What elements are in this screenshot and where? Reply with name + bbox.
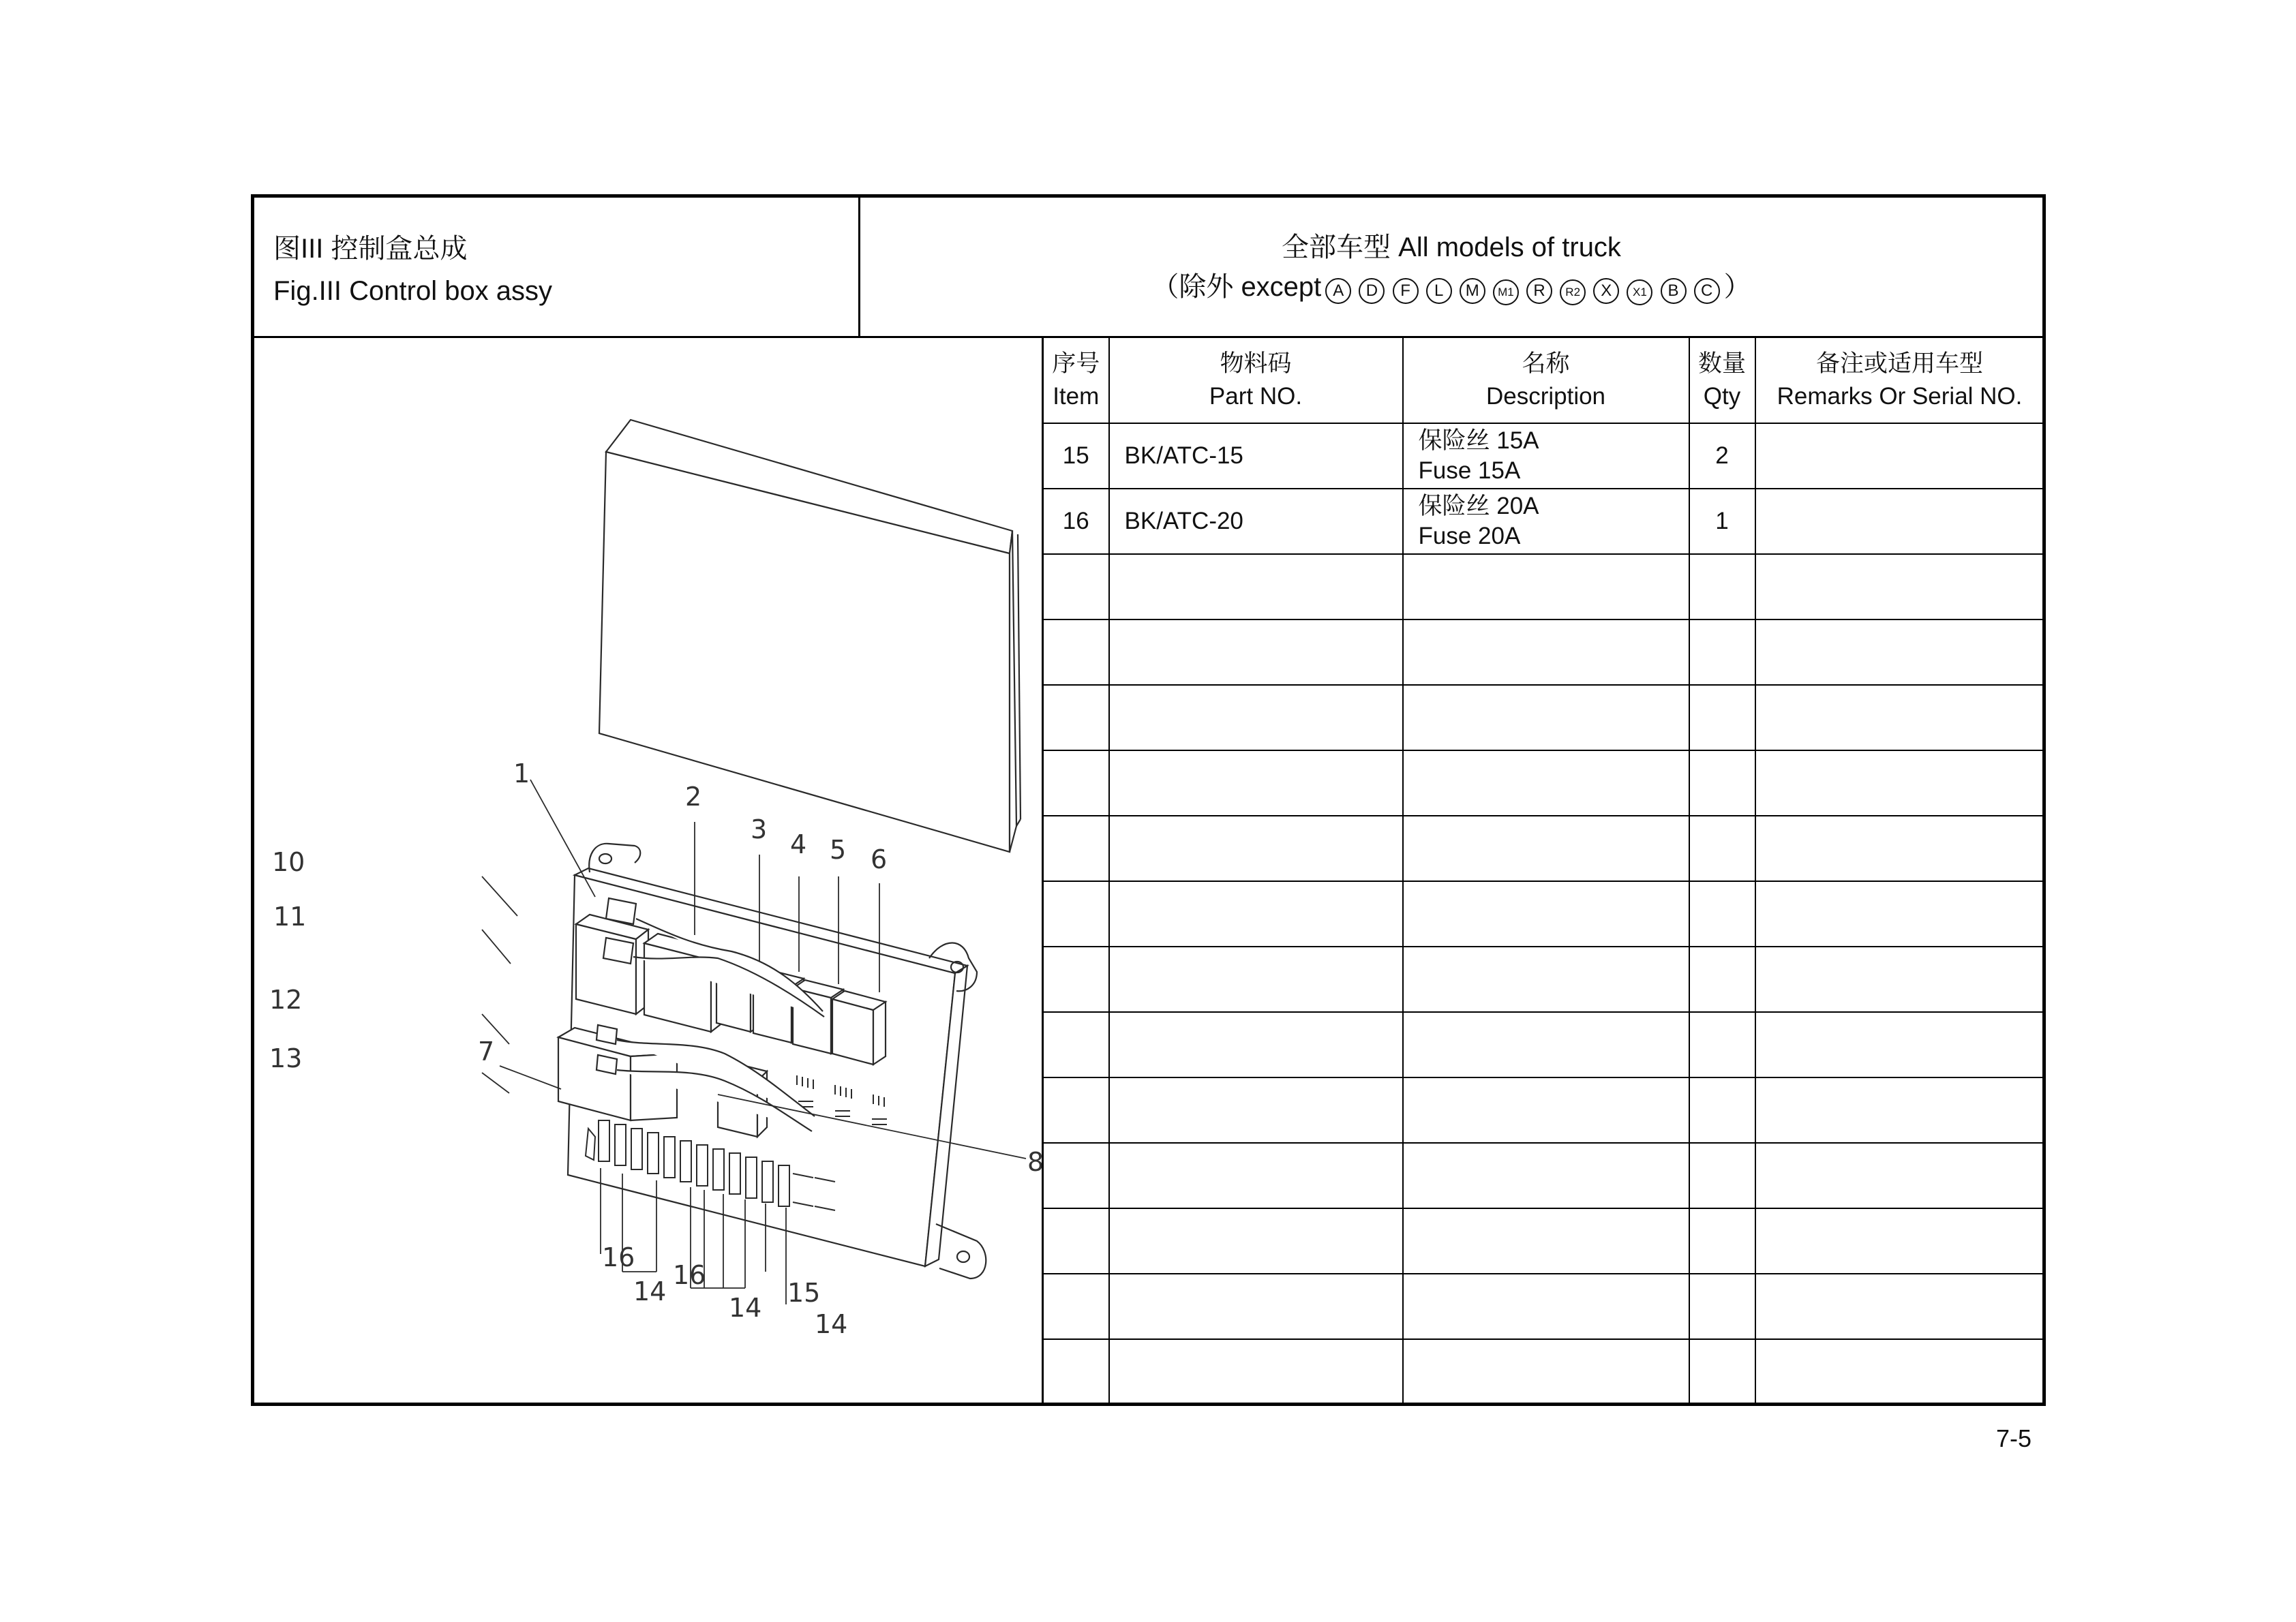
model-code-badge: X1 — [1627, 279, 1652, 305]
table-row — [1043, 423, 2044, 489]
callout-5: 5 — [830, 835, 847, 865]
table-row — [1043, 489, 2044, 554]
empty-cell — [1755, 619, 2044, 685]
empty-cell — [1043, 685, 1109, 750]
relay-6 — [832, 991, 886, 1065]
empty-cell — [1755, 1339, 2044, 1404]
empty-cell — [1109, 816, 1403, 881]
callout-14a: 14 — [633, 1276, 667, 1306]
figure-title-cn: 图III 控制盒总成 — [273, 234, 468, 264]
table-row-empty — [1043, 816, 2044, 881]
empty-cell — [1689, 554, 1755, 619]
empty-cell — [1043, 750, 1109, 816]
empty-cell — [1689, 947, 1755, 1012]
model-code-badge: C — [1694, 278, 1720, 304]
model-code-badge: D — [1359, 278, 1385, 304]
models-line: 全部车型 All models of truck — [1282, 232, 1621, 262]
callout-11: 11 — [273, 902, 307, 932]
empty-cell — [1755, 554, 2044, 619]
empty-cell — [1109, 685, 1403, 750]
header-remarks: 备注或适用车型 Remarks Or Serial NO. — [1755, 338, 2044, 423]
header-qty: 数量 Qty — [1689, 338, 1755, 423]
empty-cell — [1689, 1208, 1755, 1274]
callout-15: 15 — [787, 1278, 821, 1308]
empty-cell — [1689, 1143, 1755, 1208]
table-row-empty — [1043, 1077, 2044, 1143]
table-row-empty — [1043, 947, 2044, 1012]
empty-cell — [1043, 881, 1109, 947]
empty-cell — [1755, 1274, 2044, 1339]
callout-14c: 14 — [815, 1309, 848, 1339]
empty-cell — [1403, 881, 1689, 947]
cell-item: 16 — [1043, 489, 1109, 554]
empty-cell — [1043, 1339, 1109, 1404]
model-code-badge: R2 — [1560, 279, 1586, 305]
cell-description: 保险丝 15A Fuse 15A — [1403, 423, 1689, 489]
callout-7: 7 — [478, 1037, 495, 1067]
cell-item: 15 — [1043, 423, 1109, 489]
table-row-empty — [1043, 1339, 2044, 1404]
header-item: 序号 Item — [1043, 338, 1109, 423]
empty-cell — [1689, 1274, 1755, 1339]
figure-title — [273, 228, 552, 312]
empty-cell — [1043, 1143, 1109, 1208]
except-open: （除外 except — [1151, 272, 1322, 302]
empty-cell — [1755, 816, 2044, 881]
table-row-empty — [1043, 1143, 2044, 1208]
table-row-empty — [1043, 685, 2044, 750]
empty-cell — [1109, 554, 1403, 619]
except-close: ） — [1723, 272, 1751, 302]
table-header-row — [1043, 338, 2044, 423]
empty-cell — [1755, 1208, 2044, 1274]
table-row-empty — [1043, 881, 2044, 947]
header-description: 名称 Description — [1403, 338, 1689, 423]
empty-cell — [1689, 619, 1755, 685]
empty-cell — [1403, 1012, 1689, 1077]
empty-cell — [1403, 1077, 1689, 1143]
model-code-badge: M1 — [1493, 279, 1519, 305]
cell-remarks — [1755, 423, 2044, 489]
cell-qty: 1 — [1689, 489, 1755, 554]
empty-cell — [1689, 881, 1755, 947]
table-row-empty — [1043, 750, 2044, 816]
empty-cell — [1043, 554, 1109, 619]
excluded-model-codes — [1325, 267, 1719, 307]
empty-cell — [1109, 1274, 1403, 1339]
empty-cell — [1403, 1339, 1689, 1404]
empty-cell — [1403, 750, 1689, 816]
empty-cell — [1043, 1012, 1109, 1077]
empty-cell — [1755, 1077, 2044, 1143]
empty-cell — [1109, 1339, 1403, 1404]
empty-cell — [1403, 1208, 1689, 1274]
model-code-badge: L — [1426, 278, 1452, 304]
empty-cell — [1755, 750, 2044, 816]
empty-cell — [1403, 816, 1689, 881]
empty-cell — [1109, 619, 1403, 685]
parts-table — [1042, 338, 2044, 1404]
table-row-empty — [1043, 1012, 2044, 1077]
empty-cell — [1109, 881, 1403, 947]
empty-cell — [1109, 1143, 1403, 1208]
empty-cell — [1403, 554, 1689, 619]
empty-cell — [1403, 947, 1689, 1012]
callout-12: 12 — [269, 985, 303, 1015]
control-box-drawing — [254, 338, 1042, 1403]
callout-13: 13 — [269, 1043, 303, 1073]
figure-title-en: Fig.III Control box assy — [273, 276, 553, 306]
empty-cell — [1403, 685, 1689, 750]
table-row-empty — [1043, 619, 2044, 685]
applicable-models — [860, 228, 2042, 307]
cell-part-no: BK/ATC-20 — [1109, 489, 1403, 554]
callout-1: 1 — [513, 759, 530, 789]
table-row-empty — [1043, 554, 2044, 619]
page-frame — [251, 194, 2046, 1406]
empty-cell — [1043, 816, 1109, 881]
empty-cell — [1403, 1274, 1689, 1339]
cell-description: 保险丝 20A Fuse 20A — [1403, 489, 1689, 554]
callout-4: 4 — [790, 829, 807, 859]
empty-cell — [1043, 619, 1109, 685]
model-code-badge: F — [1393, 278, 1419, 304]
empty-cell — [1109, 1012, 1403, 1077]
model-code-badge: M — [1460, 278, 1485, 304]
excluded-models — [1151, 267, 1751, 307]
callout-8: 8 — [1027, 1147, 1044, 1177]
empty-cell — [1689, 1077, 1755, 1143]
empty-cell — [1043, 947, 1109, 1012]
relay-1 — [576, 915, 648, 1014]
callout-3: 3 — [751, 814, 768, 844]
empty-cell — [1755, 685, 2044, 750]
page-number: 7-5 — [1995, 1424, 2031, 1452]
cell-qty: 2 — [1689, 423, 1755, 489]
cell-part-no: BK/ATC-15 — [1109, 423, 1403, 489]
callout-16b: 16 — [673, 1260, 706, 1290]
empty-cell — [1043, 1274, 1109, 1339]
empty-cell — [1689, 816, 1755, 881]
empty-cell — [1109, 1077, 1403, 1143]
callout-14b: 14 — [729, 1293, 762, 1323]
empty-cell — [1043, 1208, 1109, 1274]
callout-16a: 16 — [602, 1242, 635, 1272]
model-code-badge: B — [1661, 278, 1687, 304]
callout-6: 6 — [871, 844, 888, 874]
empty-cell — [1755, 947, 2044, 1012]
model-code-badge: X — [1593, 278, 1619, 304]
cover — [599, 420, 1021, 852]
model-code-badge: A — [1325, 278, 1351, 304]
model-code-badge: R — [1526, 278, 1552, 304]
empty-cell — [1689, 1012, 1755, 1077]
callout-10: 10 — [272, 847, 305, 877]
callout-2: 2 — [685, 782, 702, 812]
empty-cell — [1043, 1077, 1109, 1143]
empty-cell — [1109, 1208, 1403, 1274]
table-row-empty — [1043, 1208, 2044, 1274]
empty-cell — [1755, 1143, 2044, 1208]
empty-cell — [1109, 947, 1403, 1012]
empty-cell — [1755, 1012, 2044, 1077]
empty-cell — [1689, 685, 1755, 750]
empty-cell — [1755, 881, 2044, 947]
empty-cell — [1689, 1339, 1755, 1404]
empty-cell — [1403, 619, 1689, 685]
empty-cell — [1403, 1143, 1689, 1208]
header-part-no: 物料码 Part NO. — [1109, 338, 1403, 423]
empty-cell — [1109, 750, 1403, 816]
cell-remarks — [1755, 489, 2044, 554]
empty-cell — [1689, 750, 1755, 816]
table-row-empty — [1043, 1274, 2044, 1339]
